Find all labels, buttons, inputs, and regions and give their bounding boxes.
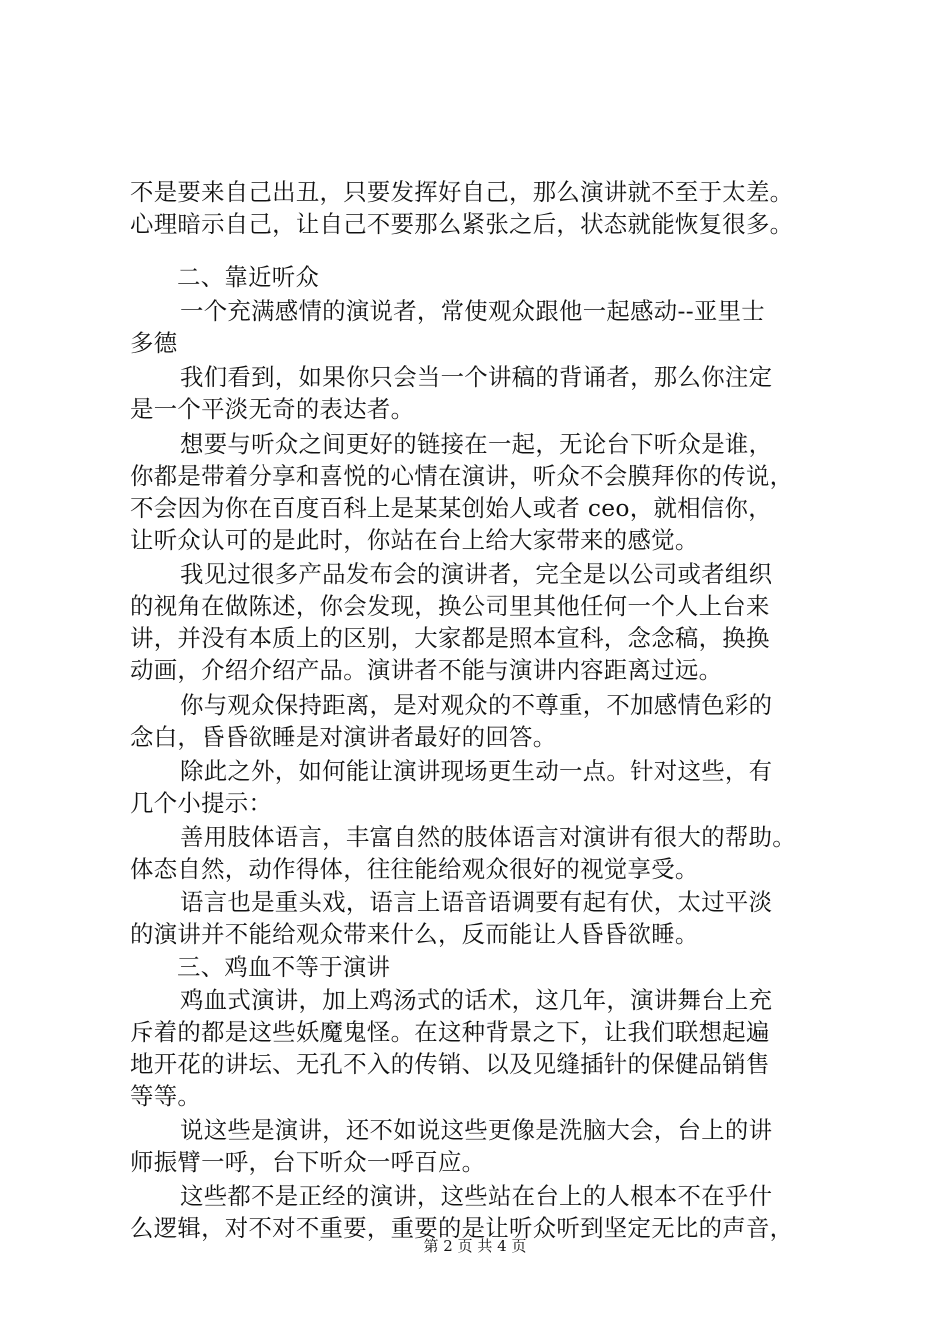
text-line: 心理暗示自己，让自己不要那么紧张之后，状态就能恢复很多。 xyxy=(130,210,794,238)
text-line: 么逻辑，对不对不重要，重要的是让听众听到坚定无比的声音， xyxy=(130,1214,794,1242)
text-line: 斥着的都是这些妖魔鬼怪。在这种背景之下，让我们联想起遍 xyxy=(130,1018,770,1046)
section-heading: 三、鸡血不等于演讲 xyxy=(177,953,391,981)
text-line: 体态自然，动作得体，往往能给观众很好的视觉享受。 xyxy=(130,855,699,883)
text-line: 这些都不是正经的演讲，这些站在台上的人根本不在乎什 xyxy=(180,1182,773,1210)
text-line: 动画，介绍介绍产品。演讲者不能与演讲内容距离过远。 xyxy=(130,656,723,684)
text-line: 讲，并没有本质上的区别，大家都是照本宣科，念念稿，换换 xyxy=(130,624,770,652)
text-line: 你与观众保持距离，是对观众的不尊重，不加感情色彩的 xyxy=(180,691,773,719)
text-line: 我见过很多产品发布会的演讲者，完全是以公司或者组织 xyxy=(180,560,773,588)
text-line: 不会因为你在百度百科上是某某创始人或者 ceo，就相信你， xyxy=(130,494,772,522)
text-line: 鸡血式演讲，加上鸡汤式的话术，这几年，演讲舞台上充 xyxy=(180,986,773,1014)
text-line: 念白，昏昏欲睡是对演讲者最好的回答。 xyxy=(130,723,557,751)
text-line: 是一个平淡无奇的表达者。 xyxy=(130,395,415,423)
text-line: 一个充满感情的演说者，常使观众跟他一起感动--亚里士 xyxy=(180,297,765,325)
text-line: 的演讲并不能给观众带来什么，反而能让人昏昏欲睡。 xyxy=(130,920,699,948)
text-line: 师振臂一呼，台下听众一呼百应。 xyxy=(130,1148,486,1176)
text-line: 不是要来自己出丑，只要发挥好自己，那么演讲就不至于太差。 xyxy=(130,178,794,206)
text-line: 的视角在做陈述，你会发现，换公司里其他任何一个人上台来 xyxy=(130,592,770,620)
text-line: 多德 xyxy=(130,329,178,357)
text-line: 善用肢体语言，丰富自然的肢体语言对演讲有很大的帮助。 xyxy=(180,823,796,851)
text-line: 说这些是演讲，还不如说这些更像是洗脑大会，台上的讲 xyxy=(180,1116,773,1144)
text-line: 你都是带着分享和喜悦的心情在演讲，听众不会膜拜你的传说， xyxy=(130,462,794,490)
text-line: 等等。 xyxy=(130,1082,202,1110)
text-line: 除此之外，如何能让演讲现场更生动一点。针对这些，有 xyxy=(180,757,773,785)
text-line: 语言也是重头戏，语言上语音语调要有起有伏，太过平淡 xyxy=(180,888,773,916)
text-line: 地开花的讲坛、无孔不入的传销、以及见缝插针的保健品销售 xyxy=(130,1050,770,1078)
text-line: 想要与听众之间更好的链接在一起，无论台下听众是谁， xyxy=(180,430,773,458)
text-line: 我们看到，如果你只会当一个讲稿的背诵者，那么你注定 xyxy=(180,363,773,391)
section-heading: 二、靠近听众 xyxy=(177,263,320,291)
text-line: 几个小提示： xyxy=(130,789,273,817)
page-footer: 第 2 页 共 4 页 xyxy=(423,1237,527,1255)
text-line: 让听众认可的是此时，你站在台上给大家带来的感觉。 xyxy=(130,526,699,554)
